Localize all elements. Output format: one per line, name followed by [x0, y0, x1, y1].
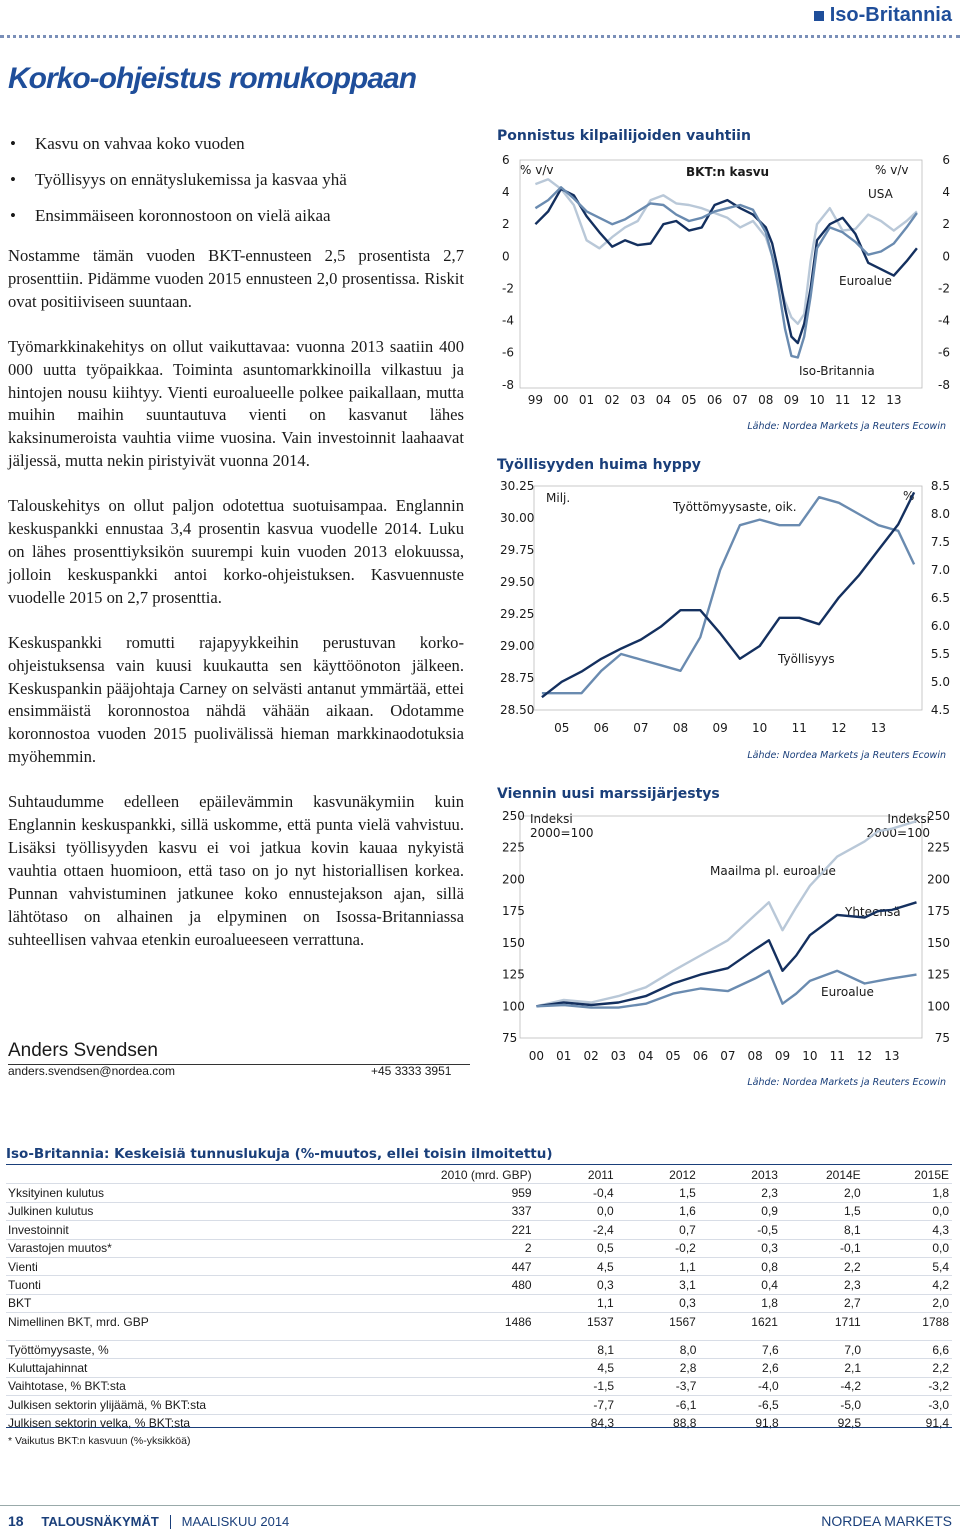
- y-tick-label-right: 100: [927, 999, 950, 1014]
- table-cell: 5,4: [864, 1257, 952, 1275]
- key-point: • Kasvu on vahvaa koko vuoden: [8, 126, 468, 162]
- x-tick-label: 04: [638, 1049, 654, 1063]
- table-cell: 2,2: [864, 1359, 952, 1377]
- table-cell: 2,6: [699, 1359, 781, 1377]
- y-tick-label-left: -8: [502, 377, 514, 392]
- table-cell: [383, 1294, 535, 1312]
- table-cell: [389, 1359, 535, 1377]
- x-tick-label: 09: [712, 721, 728, 735]
- y-tick-label-right: -2: [938, 281, 950, 296]
- chart2-label-unemployment: Työttömyysaste, oik.: [673, 500, 797, 514]
- table-row: [6, 1294, 952, 1312]
- table-cell: [389, 1396, 535, 1414]
- y-tick-label-right: 0: [942, 249, 950, 264]
- y-tick-label-right: 6.0: [930, 619, 950, 633]
- y-tick-label-right: 7.0: [930, 563, 950, 577]
- y-tick-label-left: 30.25: [500, 479, 535, 493]
- table-row: [6, 1221, 952, 1239]
- table-cell: Nimellinen BKT, mrd. GBP: [6, 1313, 383, 1331]
- x-tick-label: 11: [791, 721, 807, 735]
- employment-chart: [490, 476, 960, 746]
- y-tick-label-left: 29.50: [500, 575, 535, 589]
- x-tick-label: 05: [665, 1049, 681, 1063]
- chart3-yticks-right: [927, 809, 950, 1045]
- table-cell: Investoinnit: [6, 1221, 383, 1239]
- table-cell: 0,0: [864, 1239, 952, 1257]
- chart3-ylabel-left: Indeksi 2000=100: [530, 812, 594, 840]
- y-tick-label-left: 28.50: [500, 703, 535, 717]
- chart2-label-employment: Työllisyys: [778, 652, 835, 666]
- y-tick-label-right: 225: [927, 840, 950, 855]
- paragraph: Suhtaudumme edelleen epäilevämmin kasvunäkymiin kuin Englannin keskuspankki, sillä uskomme, että punta vielä vahvistuu. Lisäksi työllisyyden kasvu ei voi jatkua kovin kauaa nykyistä vauhtia ottaen huomioon, että taso on jo nyt historiallisen korkea. Punnan vahvistuminen jatkunee koko ennustejakson ajan, sillä lähtötaso on alhainen ja elpyminen on Isossa-Britanniassa suhteellisen vahvaa etenkin euroalueeseen verrattuna.: [8, 792, 464, 949]
- key-point: • Työllisyys on ennätyslukemissa ja kasvaa yhä: [8, 162, 468, 198]
- x-tick-label: 10: [802, 1049, 818, 1063]
- chart1-series: [535, 179, 917, 357]
- table-cell: 1621: [699, 1313, 781, 1331]
- table-cell: 4,2: [864, 1276, 952, 1294]
- table-row: [6, 1377, 952, 1395]
- y-tick-label-right: 2: [942, 217, 950, 232]
- key-point: • Ensimmäiseen koronnostoon on vielä aikaa: [8, 198, 468, 234]
- table-cell: 0,9: [699, 1202, 781, 1220]
- table-cell: 91,8: [699, 1414, 781, 1432]
- x-tick-label: 11: [829, 1049, 845, 1063]
- x-tick-label: 03: [630, 393, 646, 407]
- table-cell: 2,2: [781, 1257, 864, 1275]
- y-tick-label-left: 30.00: [500, 511, 535, 525]
- y-tick-label-left: 28.75: [500, 671, 535, 685]
- author-email[interactable]: anders.svendsen@nordea.com: [8, 1064, 175, 1078]
- y-tick-label-left: 125: [502, 967, 525, 982]
- chart2-grid: [534, 486, 922, 710]
- table-header-cell: 2012: [617, 1166, 699, 1184]
- x-tick-label: 08: [747, 1049, 763, 1063]
- chart2-yticks-left: [500, 479, 534, 717]
- issue-date: MAALISKUU 2014: [181, 1514, 290, 1529]
- table-cell: -6,5: [699, 1396, 781, 1414]
- x-tick-label: 09: [774, 1049, 791, 1063]
- table-cell: Yksityinen kulutus: [6, 1184, 383, 1202]
- y-tick-label-right: 250: [927, 809, 950, 823]
- table-header-cell: [6, 1166, 383, 1184]
- y-tick-label-left: 2: [502, 217, 510, 232]
- dotted-divider: [0, 35, 960, 38]
- key-figures-table: [6, 1166, 952, 1331]
- series-line-1: [542, 497, 914, 693]
- chart2-yticks-right: [931, 479, 950, 717]
- series-line-2: [542, 492, 914, 697]
- table-cell: 8,1: [535, 1341, 617, 1359]
- table-cell: Julkisen sektorin velka, % BKT:sta: [6, 1414, 389, 1432]
- table-row: [6, 1184, 952, 1202]
- table-cell: -1,5: [535, 1377, 617, 1395]
- x-tick-label: 05: [554, 721, 570, 735]
- table-header-cell: 2015E: [864, 1166, 952, 1184]
- chart1-yticks-left: [502, 153, 514, 392]
- y-tick-label-left: 75: [502, 1031, 518, 1045]
- table-cell: -4,0: [699, 1377, 781, 1395]
- y-tick-label-left: 6: [502, 153, 510, 167]
- footer-brand: NORDEA MARKETS: [821, 1513, 952, 1529]
- x-tick-label: 06: [706, 393, 723, 407]
- publication-name: TALOUSNÄKYMÄT: [41, 1514, 159, 1529]
- exports-chart: [490, 806, 960, 1074]
- table-cell: 447: [383, 1257, 535, 1275]
- table-row: [6, 1396, 952, 1414]
- y-tick-label-left: 250: [502, 809, 525, 823]
- x-tick-label: 01: [556, 1049, 572, 1063]
- table-cell: Varastojen muutos*: [6, 1239, 383, 1257]
- table-cell: 2,0: [781, 1184, 864, 1202]
- table-cell: 88,8: [617, 1414, 699, 1432]
- table-row: [6, 1359, 952, 1377]
- table-cell: 1537: [535, 1313, 617, 1331]
- table-cell: -0,5: [699, 1221, 781, 1239]
- y-tick-label-right: 175: [927, 904, 950, 919]
- footer-divider: [0, 1505, 960, 1506]
- table-cell: 1,6: [617, 1202, 699, 1220]
- table-cell: 92,5: [782, 1414, 864, 1432]
- x-tick-label: 02: [583, 1049, 599, 1063]
- plot-frame: [534, 486, 922, 710]
- series-line-2: [535, 189, 917, 343]
- table-cell: 0,0: [535, 1202, 617, 1220]
- table-cell: 3,1: [617, 1276, 699, 1294]
- chart2-ylabel-left: Milj.: [546, 491, 571, 505]
- chart1-label-euroalue: Euroalue: [839, 274, 892, 288]
- chart3-source: Lähde: Nordea Markets ja Reuters Ecowin: [747, 1077, 946, 1088]
- x-tick-label: 07: [732, 393, 748, 407]
- y-tick-label-right: 4: [942, 185, 950, 200]
- gdp-growth-chart: [490, 148, 960, 410]
- x-tick-label: 08: [758, 393, 774, 407]
- y-tick-label-right: -4: [938, 313, 950, 328]
- chart1-xticks: [528, 393, 902, 407]
- table-cell: Tuonti: [6, 1276, 383, 1294]
- x-tick-label: 09: [783, 393, 800, 407]
- table-cell: -3,0: [864, 1396, 952, 1414]
- paragraph: Talouskehitys on ollut paljon odotettua suotuisampaa. Englannin keskuspankki ennustaa 3,4 prosentin kasvua vuodelle 2014. Luku on lähes prosenttiyksikön suurempi kuin vuoden 2013 elokuussa, jolloin keskuspankki antoi korko-ohjeistuksen. Kasvuennuste vuodelle 2015 on 2,7 prosenttia.: [8, 496, 464, 607]
- table-cell: Vaihtotase, % BKT:sta: [6, 1377, 389, 1395]
- table-row: [6, 1276, 952, 1294]
- chart3-xticks: [529, 1049, 900, 1063]
- y-tick-label-left: -2: [502, 281, 514, 296]
- y-tick-label-right: 6: [942, 153, 950, 167]
- x-tick-label: 99: [527, 393, 544, 407]
- page-number: 18: [8, 1513, 24, 1529]
- y-tick-label-right: -6: [938, 345, 950, 360]
- table-cell: 4,5: [535, 1359, 617, 1377]
- author-phone: +45 3333 3951: [371, 1064, 452, 1078]
- table-cell: 0,3: [617, 1294, 699, 1312]
- x-tick-label: 05: [681, 393, 697, 407]
- chart2-ylabel-right: %: [903, 489, 915, 503]
- section-tag: [814, 4, 952, 27]
- chart3-yticks-left: [502, 809, 525, 1045]
- table-cell: 7,0: [782, 1341, 864, 1359]
- table-cell: 4,5: [535, 1257, 617, 1275]
- y-tick-label-left: 175: [502, 904, 525, 919]
- table-cell: 8,0: [617, 1341, 699, 1359]
- y-tick-label-left: 150: [502, 935, 525, 950]
- y-tick-label-left: 200: [502, 872, 525, 887]
- table-cell: BKT: [6, 1294, 383, 1312]
- table-cell: 2,7: [781, 1294, 864, 1312]
- page-title: Korko-ohjeistus romukoppaan: [8, 62, 417, 95]
- table-cell: 221: [383, 1221, 535, 1239]
- x-tick-label: 13: [886, 393, 902, 407]
- y-tick-label-left: 0: [502, 249, 510, 264]
- table-cell: 1486: [383, 1313, 535, 1331]
- table-cell: 1788: [864, 1313, 952, 1331]
- table-row: [6, 1202, 952, 1220]
- table-cell: 1,1: [535, 1294, 617, 1312]
- y-tick-label-left: -6: [502, 345, 514, 360]
- table-cell: 1,5: [617, 1184, 699, 1202]
- x-tick-label: 12: [856, 1049, 873, 1063]
- table-cell: 2,3: [781, 1276, 864, 1294]
- table-cell: -0,1: [781, 1239, 864, 1257]
- chart1-yticks-right: [938, 153, 950, 392]
- table-cell: 0,5: [535, 1239, 617, 1257]
- table-row: [6, 1414, 952, 1432]
- paragraph: Työmarkkinakehitys on ollut vaikuttavaa: vuonna 2013 saatiin 400 000 uutta työpaikkaa. Toiminta asuntomarkkinoilla vilkastuu ja hintojen nousu kiihtyy. Vienti euroalueelle polkee paikallaan, mutta muihin maihin suuntautuva vienti on kasvanut lähes kaksinumeroista vauhtia viime vuosina. Vain investoinnit laahaavat jäljessä, mutta nekin piristyivät vuonna 2014.: [8, 336, 464, 471]
- table-cell: Työttömyysaste, %: [6, 1341, 389, 1359]
- table-cell: 1,8: [699, 1294, 781, 1312]
- table-cell: 2,3: [699, 1184, 781, 1202]
- table-cell: 84,3: [535, 1414, 617, 1432]
- chart3-title: Viennin uusi marssijärjestys: [497, 786, 720, 802]
- x-tick-label: 12: [860, 393, 876, 407]
- chart1-title: Ponnistus kilpailijoiden vauhtiin: [497, 128, 751, 144]
- table-cell: -4,2: [782, 1377, 864, 1395]
- chart2-source: Lähde: Nordea Markets ja Reuters Ecowin: [747, 750, 946, 761]
- chart1-subtitle: BKT:n kasvu: [686, 165, 770, 179]
- table-cell: 8,1: [781, 1221, 864, 1239]
- table-cell: [389, 1414, 535, 1432]
- table-cell: 91,4: [864, 1414, 952, 1432]
- table-header-cell: 2011: [535, 1166, 617, 1184]
- chart2-title: Työllisyyden huima hyppy: [497, 457, 701, 473]
- chart2-series: [542, 492, 914, 697]
- chart3-ylabel-right: Indeksi 2000=100: [866, 812, 930, 840]
- y-tick-label-left: 29.00: [500, 639, 535, 653]
- table-cell: -0,2: [617, 1239, 699, 1257]
- x-tick-label: 13: [884, 1049, 900, 1063]
- footer-left: [8, 1513, 289, 1529]
- x-tick-label: 02: [604, 393, 620, 407]
- x-tick-label: 04: [655, 393, 672, 407]
- x-tick-label: 03: [610, 1049, 627, 1063]
- x-tick-label: 01: [578, 393, 595, 407]
- table-cell: 4,3: [864, 1221, 952, 1239]
- x-tick-label: 06: [692, 1049, 709, 1063]
- table-cell: Vienti: [6, 1257, 383, 1275]
- key-points-list: [8, 126, 468, 234]
- chart1-ylabel-left: % v/v: [520, 163, 554, 177]
- article-body: [8, 245, 464, 973]
- table-cell: -0,4: [535, 1184, 617, 1202]
- y-tick-label-right: 6.5: [930, 591, 950, 605]
- table-cell: 0,3: [699, 1239, 781, 1257]
- table-header-cell: 2010 (mrd. GBP): [383, 1166, 535, 1184]
- table-row: [6, 1239, 952, 1257]
- table-cell: 1711: [781, 1313, 864, 1331]
- paragraph: Keskuspankki romutti rajapyykkeihin perustuvan korko-ohjeistuksensa vain kuusi kuukautta sen käyttöönoton jälkeen. Keskuspankin pääjohtaja Carney on selvästi antanut ymmärtää, ettei ensimmäistä koronnostoa nähdä vähään aikaan. Odotamme koronnostoa vuoden 2015 puolivälissä hieman markkinaodotuksia myöhemmin.: [8, 632, 464, 767]
- chart3-ylabel-left-box: [530, 812, 610, 846]
- chart1-label-usa: USA: [868, 187, 893, 201]
- x-tick-label: 00: [553, 393, 569, 407]
- y-tick-label-right: 75: [934, 1031, 950, 1045]
- y-tick-label-left: 29.75: [500, 543, 535, 557]
- series-line-3: [535, 187, 917, 357]
- table-row: [6, 1341, 952, 1359]
- table-cell: Kuluttajahinnat: [6, 1359, 389, 1377]
- x-tick-label: 10: [752, 721, 768, 735]
- square-marker-icon: [814, 11, 824, 21]
- chart1-source: Lähde: Nordea Markets ja Reuters Ecowin: [747, 421, 946, 432]
- table-cell: 7,6: [699, 1341, 781, 1359]
- y-tick-label-left: 29.25: [500, 607, 535, 621]
- table-cell: 0,3: [535, 1276, 617, 1294]
- table-cell: 1,8: [864, 1184, 952, 1202]
- y-tick-label-left: 100: [502, 999, 525, 1014]
- x-tick-label: 00: [528, 1049, 545, 1063]
- x-tick-label: 12: [831, 721, 847, 735]
- table-row: [6, 1313, 952, 1331]
- x-tick-label: 06: [593, 721, 609, 735]
- chart2-xticks: [554, 721, 886, 735]
- x-tick-label: 13: [870, 721, 887, 735]
- table-title: Iso-Britannia: Keskeisiä tunnuslukuja (%-muutos, ellei toisin ilmoitettu): [6, 1146, 553, 1162]
- y-tick-label-right: 7.5: [930, 535, 950, 549]
- table-cell: 2: [383, 1239, 535, 1257]
- chart3-label-total: Yhteensä: [845, 905, 901, 919]
- chart1-label-uk: Iso-Britannia: [799, 364, 875, 378]
- table-cell: -2,4: [535, 1221, 617, 1239]
- table-cell: 2,8: [617, 1359, 699, 1377]
- table-cell: 959: [383, 1184, 535, 1202]
- table-row: [6, 1257, 952, 1275]
- table-cell: -6,1: [617, 1396, 699, 1414]
- table-cell: -3,2: [864, 1377, 952, 1395]
- table-cell: -7,7: [535, 1396, 617, 1414]
- x-tick-label: 07: [720, 1049, 736, 1063]
- y-tick-label-right: 5.0: [930, 675, 950, 689]
- chart3-label-euroalue: Euroalue: [821, 985, 874, 999]
- y-tick-label-right: 125: [927, 967, 950, 982]
- y-tick-label-right: -8: [938, 377, 950, 392]
- y-tick-label-left: 4: [502, 185, 510, 200]
- author-name: Anders Svendsen: [8, 1040, 470, 1065]
- table-cell: [389, 1377, 535, 1395]
- x-tick-label: 11: [834, 393, 851, 407]
- table-bottom-rule: [6, 1427, 952, 1428]
- table-cell: -5,0: [782, 1396, 864, 1414]
- section-tag-label: Iso-Britannia: [829, 4, 952, 26]
- table-header-cell: 2013: [699, 1166, 781, 1184]
- paragraph: Nostamme tämän vuoden BKT-ennusteen 2,5 prosentista 2,7 prosenttiin. Pidämme vuoden 2015 ennusteen 2,0 prosentissa. Riskit ovat positiiviseen suuntaan.: [8, 246, 464, 311]
- chart1-ylabel-right: % v/v: [875, 163, 909, 177]
- y-tick-label-left: 225: [502, 840, 525, 855]
- key-figures-table-2: [6, 1340, 952, 1432]
- y-tick-label-right: 8.5: [930, 479, 950, 493]
- y-tick-label-right: 8.0: [930, 507, 950, 521]
- table-header-row: [6, 1166, 952, 1184]
- x-tick-label: 08: [672, 721, 689, 735]
- table-top-rule: [6, 1164, 952, 1165]
- table-cell: 2,0: [864, 1294, 952, 1312]
- table-cell: 0,8: [699, 1257, 781, 1275]
- y-tick-label-right: 200: [927, 872, 950, 887]
- table-cell: 6,6: [864, 1341, 952, 1359]
- table-footnote: * Vaikutus BKT:n kasvuun (%-yksikköä): [8, 1435, 191, 1447]
- table-cell: 2,1: [782, 1359, 864, 1377]
- y-tick-label-right: 4.5: [930, 703, 950, 717]
- table-cell: 0,4: [699, 1276, 781, 1294]
- table-cell: Julkisen sektorin ylijäämä, % BKT:sta: [6, 1396, 389, 1414]
- x-tick-label: 07: [633, 721, 649, 735]
- table-cell: 0,0: [864, 1202, 952, 1220]
- y-tick-label-right: 150: [927, 935, 950, 950]
- y-tick-label-right: 5.5: [930, 647, 950, 661]
- table-cell: 0,7: [617, 1221, 699, 1239]
- table-cell: 1,1: [617, 1257, 699, 1275]
- table-cell: -3,7: [617, 1377, 699, 1395]
- x-tick-label: 10: [809, 393, 825, 407]
- table-cell: 1567: [617, 1313, 699, 1331]
- chart3-label-world: Maailma pl. euroalue: [710, 864, 836, 878]
- table-cell: 337: [383, 1202, 535, 1220]
- table-cell: 1,5: [781, 1202, 864, 1220]
- y-tick-label-left: -4: [502, 313, 514, 328]
- table-cell: 480: [383, 1276, 535, 1294]
- table-cell: Julkinen kulutus: [6, 1202, 383, 1220]
- table-cell: [389, 1341, 535, 1359]
- table-header-cell: 2014E: [781, 1166, 864, 1184]
